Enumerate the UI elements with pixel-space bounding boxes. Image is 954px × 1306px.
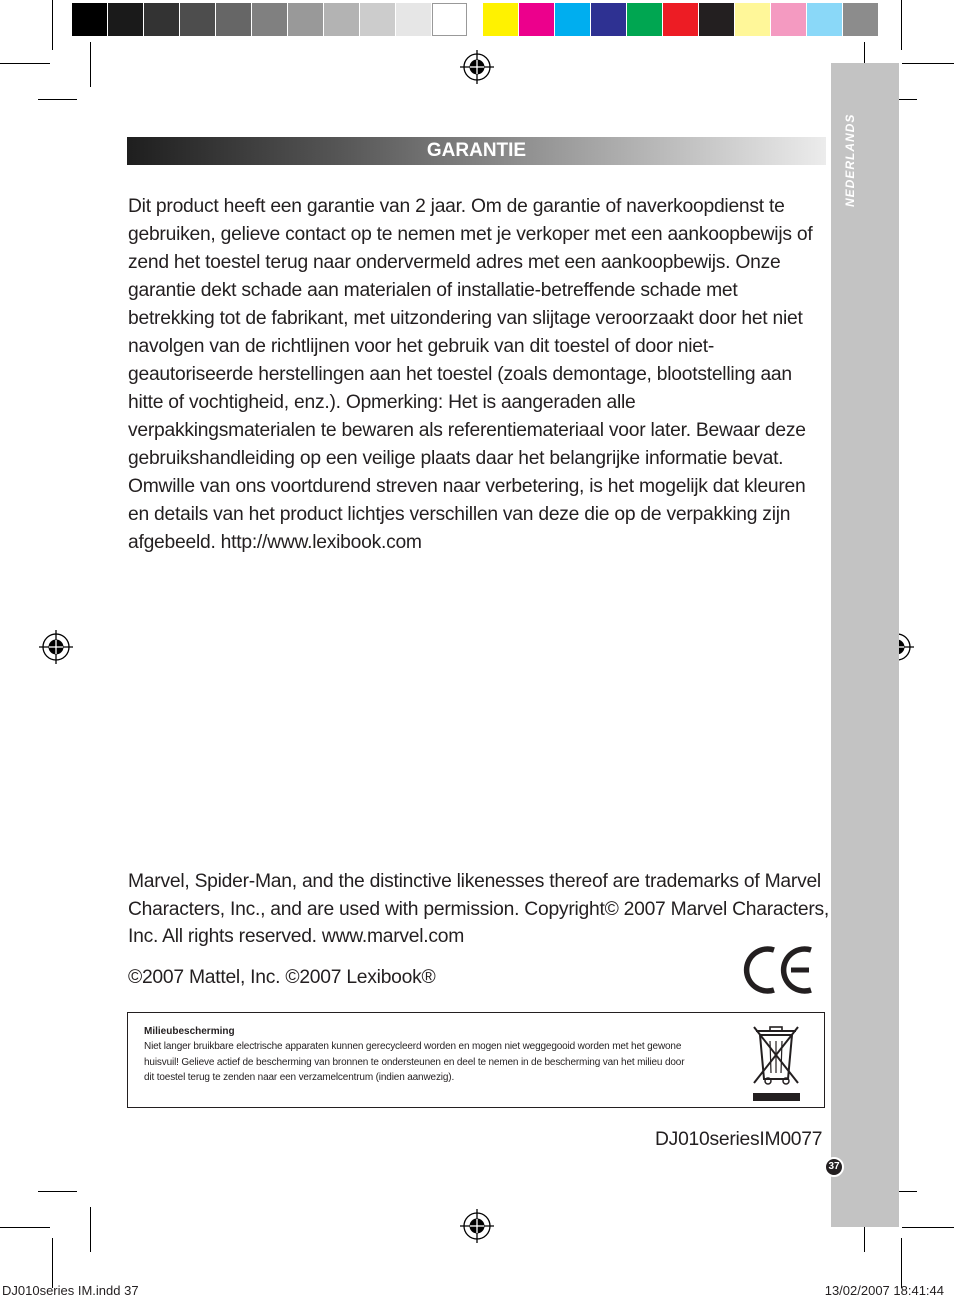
environment-line: huisvuil! Gelieve actief de bescherming van bronnen te ondersteunen en deel te nemen in de bescherming van het milieu door [144, 1057, 685, 1068]
document-code: DJ010seriesIM0077 [655, 1129, 823, 1150]
page-number: 37 [824, 1157, 844, 1177]
color-swatch [252, 3, 287, 36]
section-heading: GARANTIE [426, 140, 527, 161]
color-swatch [396, 3, 431, 36]
body-line: geautoriseerde herstellingen aan het toestel (zoals demontage, blootstelling aan [128, 364, 792, 385]
body-line: en details van het product lichtjes verschillen van deze die op de verpakking zijn [128, 504, 791, 525]
body-line: garantie dekt schade aan materialen of installatie-betreffende schade met [128, 280, 738, 301]
color-swatch [216, 3, 251, 36]
environment-title: Milieubescherming [144, 1026, 235, 1037]
color-swatch [699, 3, 734, 36]
color-swatch [324, 3, 359, 36]
color-swatch [72, 3, 107, 36]
color-swatch [108, 3, 143, 36]
crossed-out-bin-icon [748, 1021, 804, 1103]
trademark-line: Characters, Inc., and are used with permission. Copyright© 2007 Marvel Characters, [128, 899, 830, 920]
color-swatch [627, 3, 662, 36]
section-heading-bar [127, 137, 826, 165]
body-line: hitte of vochtigheid, enz.). Opmerking: Het is aangeraden alle [128, 392, 636, 413]
environment-line: dit toestel terug te zenden naar een verzamelcentrum (indien aanwezig). [144, 1072, 455, 1083]
print-timestamp: 13/02/2007 18:41:44 [824, 1283, 944, 1298]
file-slug: DJ010series IM.indd 37 [2, 1283, 139, 1298]
registration-mark-icon [460, 50, 494, 84]
color-swatch [663, 3, 698, 36]
color-swatch [519, 3, 554, 36]
body-line: navolgen van de richtlijnen voor het gebruik van dit toestel of door niet- [128, 336, 715, 357]
registration-mark-icon [460, 1209, 494, 1243]
color-swatch [807, 3, 842, 36]
color-swatch [144, 3, 179, 36]
color-swatch [735, 3, 770, 36]
trademark-line: Marvel, Spider-Man, and the distinctive likenesses thereof are trademarks of Marvel [128, 871, 821, 892]
ce-mark-icon [741, 944, 817, 996]
body-line: Omwille van ons voortdurend streven naar verbetering, is het mogelijk dat kleuren [128, 476, 806, 497]
color-swatch [432, 3, 467, 36]
color-swatch [483, 3, 518, 36]
color-swatch [555, 3, 590, 36]
trademark-line: Inc. All rights reserved. www.marvel.com [128, 926, 465, 947]
color-swatch [843, 3, 878, 36]
registration-mark-icon [39, 630, 73, 664]
body-line: Dit product heeft een garantie van 2 jaar. Om de garantie of naverkoopdienst te [128, 196, 785, 217]
body-line: gebruiken, gelieve contact op te nemen met je verkoper met een aankoopbewijs of [128, 224, 813, 245]
environment-line: Niet langer bruikbare electrische apparaten kunnen gerecycleerd worden en mogen niet weggegooid worden met het gewone [144, 1041, 682, 1052]
color-swatch [360, 3, 395, 36]
body-line: afgebeeld. http://www.lexibook.com [128, 532, 422, 553]
color-swatch [771, 3, 806, 36]
language-label: NEDERLANDS [843, 114, 857, 208]
body-line: gebruikshandleiding op een veilige plaats daar het belangrijke informatie bevat. [128, 448, 784, 469]
color-swatch [591, 3, 626, 36]
color-swatch [288, 3, 323, 36]
body-line: betrekking tot de fabrikant, met uitzondering van slijtage veroorzaakt door het niet [128, 308, 803, 329]
body-line: zend het toestel terug naar ondervermeld adres met een aankoopbewijs. Onze [128, 252, 781, 273]
copyright-line: ©2007 Mattel, Inc. ©2007 Lexibook® [128, 967, 436, 988]
body-line: verpakkingsmaterialen te bewaren als referentiemateriaal voor later. Bewaar deze [128, 420, 806, 441]
color-swatch [180, 3, 215, 36]
language-side-tab [831, 63, 899, 1227]
